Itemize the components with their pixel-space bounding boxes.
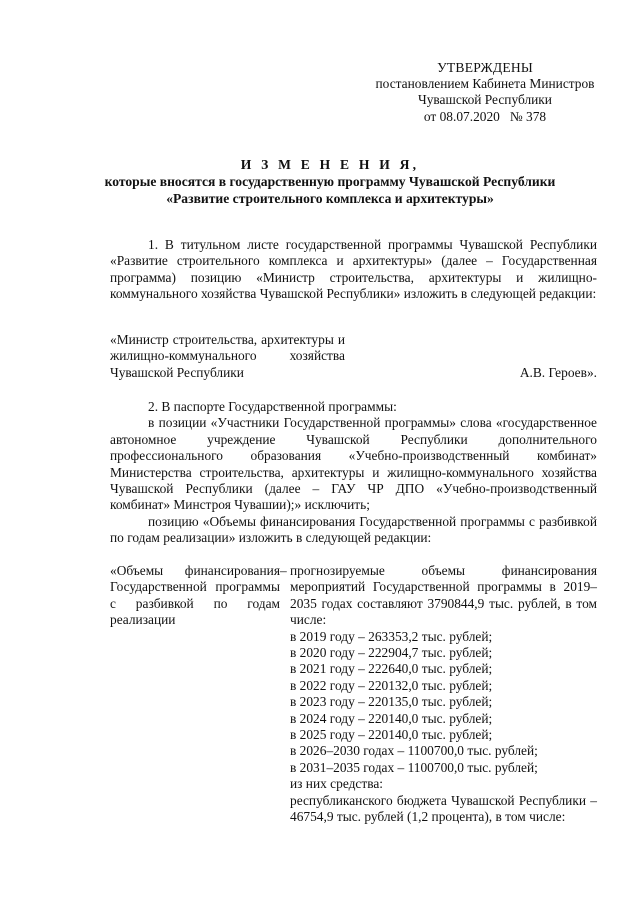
funding-year-item: в 2022 году – 220132,0 тыс. рублей; [290, 677, 493, 693]
funding-years-list [290, 629, 597, 777]
title-line-2: которые вносятся в государственную программу Чувашской Республики [104, 173, 556, 189]
title-main: И З М Е Н Е Н И Я, [240, 157, 420, 172]
section-1-text: 1. В титульном листе государственной программы Чувашской Республики «Развитие строительного комплекса и архитектуры» (далее – Государственная программа) позицию «Министр строительства, архитектуры и жилищно-коммунального хозяйства Чувашской Республики» изложить в следующей редакции: [110, 237, 597, 302]
approval-heading: УТВЕРЖДЕНЫ [437, 60, 533, 75]
funding-year-item: в 2031–2035 годах – 1100700,0 тыс. рублей; [290, 759, 538, 775]
funding-year-item: в 2019 году – 263353,2 тыс. рублей; [290, 628, 493, 644]
funding-from: из них средства: [290, 776, 384, 792]
minister-title-text: «Министр строительства, архитектуры и жилищно-коммунального хозяйства Чувашской Республики [110, 332, 345, 380]
funding-intro: прогнозируемые объемы финансирования мероприятий Государственной программы в 2019–2035 годах составляют 3790844,9 тыс. рублей, в том числе: [290, 563, 597, 628]
section-2-intro: 2. В паспорте Государственной программы: [148, 399, 397, 414]
approval-line-1: постановлением Кабинета Министров [375, 76, 595, 92]
section-2-para-2: позицию «Объемы финансирования Государственной программы с разбивкой по годам реализации» изложить в следующей редакции: [110, 513, 597, 546]
funding-year-item: в 2021 году – 222640,0 тыс. рублей; [290, 661, 493, 677]
funding-year-item: в 2026–2030 годах – 1100700,0 тыс. рублей; [290, 743, 538, 759]
minister-block [110, 332, 597, 381]
document-title [100, 157, 560, 207]
minister-name: А.В. Героев». [519, 364, 597, 380]
title-line-3: «Развитие строительного комплекса и архитектуры» [166, 190, 494, 206]
section-1 [110, 237, 597, 303]
funding-label: «Объемы финансирования Государственной программы с разбивкой по годам реализации [110, 563, 280, 628]
funding-year-item: в 2020 году – 222904,7 тыс. рублей; [290, 645, 493, 661]
funding-year-item: в 2023 году – 220135,0 тыс. рублей; [290, 694, 493, 710]
approval-line-2: Чувашской Республики [418, 92, 552, 108]
funding-dash: – [280, 563, 287, 578]
section-2 [110, 399, 597, 547]
funding-year-item: в 2024 году – 220140,0 тыс. рублей; [290, 710, 493, 726]
funding-budget: республиканского бюджета Чувашской Республики – 46754,9 тыс. рублей (1,2 процента), в том числе: [290, 792, 597, 825]
approval-block [360, 60, 610, 125]
section-2-para-1: в позиции «Участники Государственной программы» слова «государственное автономное учреждение Чувашской Республики дополнительного профессионального образования «Учебно-производственный комбинат» Министерства строительства, архитектуры и жилищно-коммунального хозяйства Чувашской Республики (далее – ГАУ ЧР ДПО «Учебно-производственный комбинат» Минстроя Чувашии);» исключить; [110, 415, 597, 513]
approval-line-3: от 08.07.2020 № 378 [423, 108, 547, 124]
funding-year-item: в 2025 году – 220140,0 тыс. рублей; [290, 727, 493, 743]
funding-details [290, 563, 597, 826]
